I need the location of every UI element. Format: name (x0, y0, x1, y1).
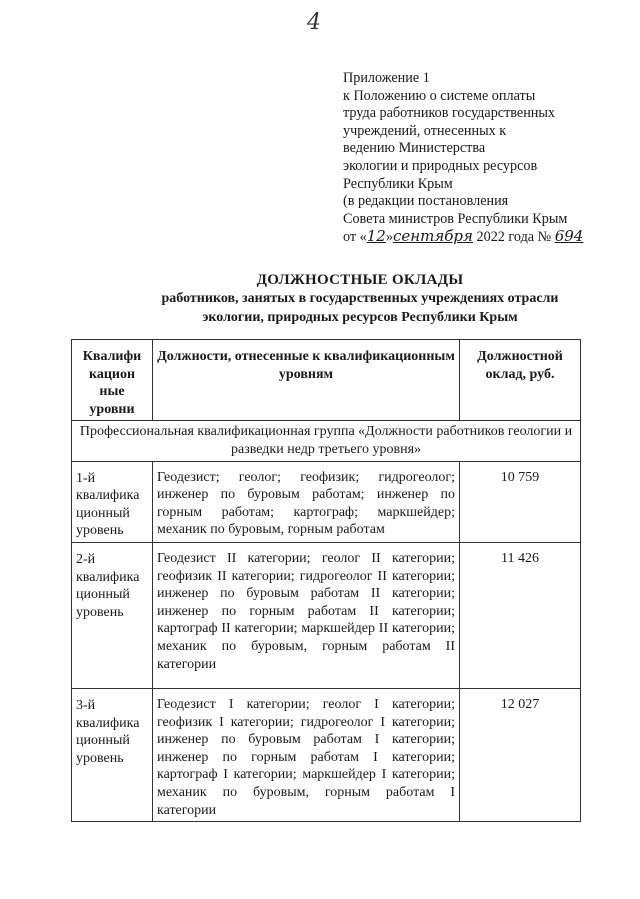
appendix-line: труда работников государственных (343, 105, 556, 122)
level-cell: 1-й квалифика ционный уровень (72, 461, 153, 542)
appendix-line: учреждений, отнесенных к (343, 122, 507, 139)
appendix-line: Совета министров Республики Крым (343, 210, 568, 227)
appendix-block (343, 70, 593, 247)
salary-table (71, 339, 581, 822)
date-quote: » (385, 229, 393, 246)
document-title (130, 272, 590, 327)
level-cell: 3-й квалифика ционный уровень (72, 688, 153, 821)
decree-date-line (343, 228, 593, 247)
appendix-line: Республики Крым (343, 175, 453, 192)
positions-cell: Геодезист; геолог; геофизик; гидрогеолог; инженер по буровым работам; инженер по горным работам; картограф; маркшейдер; механик по буровым, горным работам (153, 461, 460, 542)
salary-cell: 10 759 (460, 461, 581, 542)
table-header-row (72, 340, 581, 421)
handwritten-day: 12 (366, 227, 386, 246)
header-positions: Должности, отнесенные к квалификационным уровням (153, 340, 460, 421)
appendix-line: Приложение 1 (343, 70, 430, 86)
appendix-line: ведению Министерства (343, 140, 486, 157)
handwritten-number: 694 (554, 227, 584, 246)
appendix-line: (в редакции постановления (343, 193, 509, 210)
year-text: 2022 года № (472, 229, 555, 246)
salary-cell: 11 426 (460, 542, 581, 688)
group-row (72, 421, 581, 461)
handwritten-month: сентября (392, 227, 473, 246)
header-salary: Должностной оклад, руб. (460, 340, 581, 421)
positions-cell: Геодезист I категории; геолог I категории; геофизик I категории; гидрогеолог I категории; инженер по буровым работам I категории; инженер по горным работам I категории; картограф I категории; маркшейдер I категории; механик по буровым, горным работам I категории (153, 688, 460, 821)
title-main: ДОЛЖНОСТНЫЕ ОКЛАДЫ (256, 272, 464, 288)
salary-cell: 12 027 (460, 688, 581, 821)
header-levels: Квалифи кацион ные уровни (72, 340, 153, 421)
appendix-line: к Положению о системе оплаты (343, 87, 536, 104)
date-prefix: от « (343, 229, 367, 246)
title-subtitle-line-1: работников, занятых в государственных учреждениях отрасли (161, 291, 559, 306)
group-title: Профессиональная квалификационная группа «Должности работников геологии и разведки недр третьего уровня» (72, 421, 581, 461)
page-number: 4 (307, 10, 321, 35)
table-row (72, 542, 581, 688)
level-cell: 2-й квалифика ционный уровень (72, 542, 153, 688)
table-row (72, 461, 581, 542)
appendix-line: экологии и природных ресурсов (343, 157, 538, 174)
table-row (72, 688, 581, 821)
title-subtitle-line-2: экологии, природных ресурсов Республики Крым (202, 310, 518, 325)
positions-cell: Геодезист II категории; геолог II категории; геофизик II категории; гидрогеолог II категории; инженер по буровым работам II категории; инженер по горным работам II категории; картограф II категории; маркшейдер II категории; механик по буровым, горным работам II категории (153, 542, 460, 688)
